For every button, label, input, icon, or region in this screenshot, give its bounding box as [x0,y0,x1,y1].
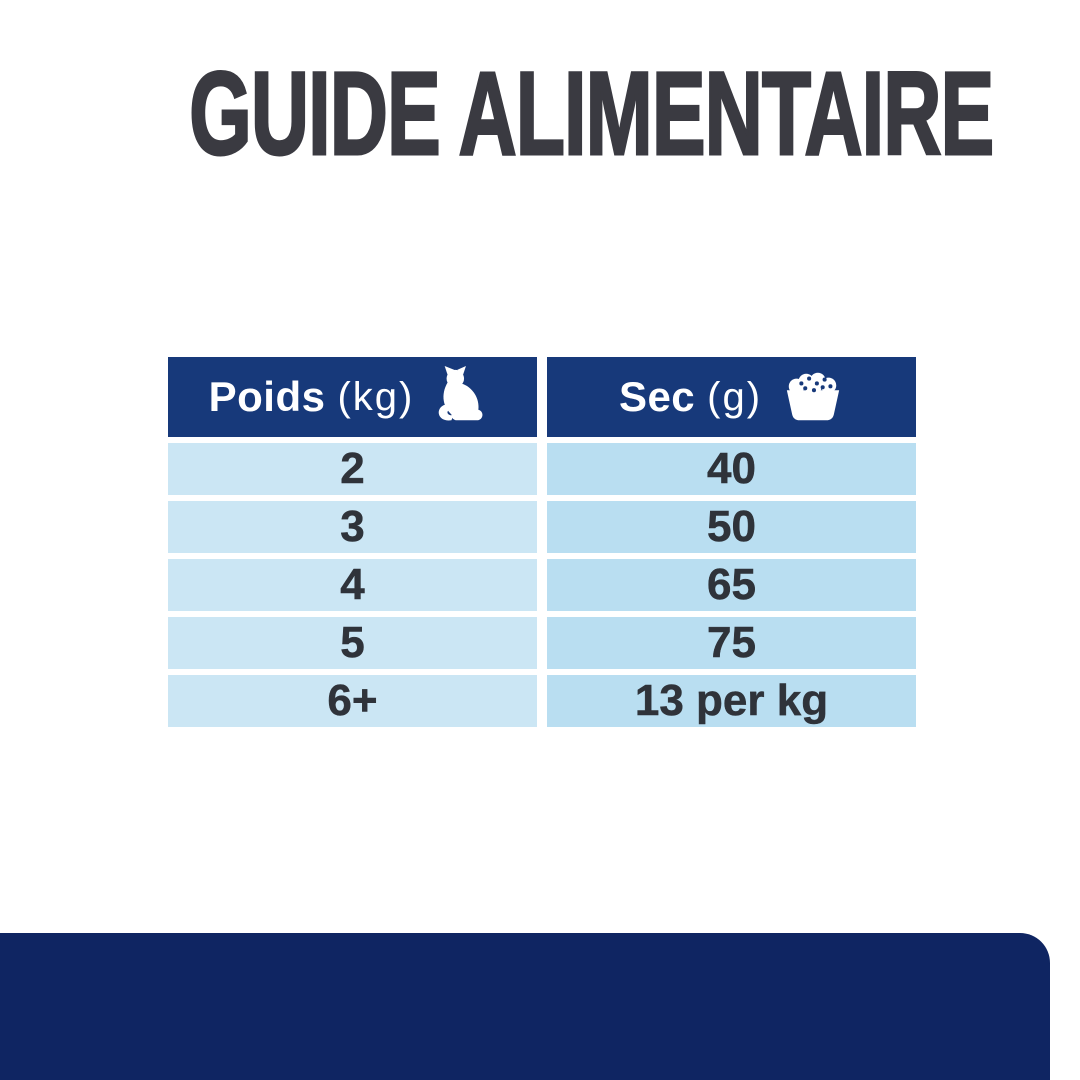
dry-cell: 13 per kg [547,675,916,727]
weight-header-unit: (kg) [337,374,415,419]
feeding-guide-table [168,357,916,727]
header-cell-dry [547,357,916,437]
page-title-text: GUIDE ALIMENTAIRE [189,48,994,180]
weight-cell: 5 [168,617,537,669]
dry-header-label: Sec [618,373,696,420]
dry-cell: 40 [547,443,916,495]
weight-cell: 2 [168,443,537,495]
table-row [168,675,916,727]
weight-cell: 3 [168,501,537,553]
cat-icon [434,366,496,428]
footer-brand-bar [0,933,1050,1080]
dry-cell: 50 [547,501,916,553]
header-cell-weight [168,357,537,437]
weight-cell: 6+ [168,675,537,727]
table-row [168,443,916,495]
food-bowl-icon [782,371,844,423]
weight-header-label: Poids [208,373,326,420]
table-header [168,357,916,437]
dry-cell: 65 [547,559,916,611]
page-title [0,48,1080,180]
table-row [168,559,916,611]
table-row [168,501,916,553]
dry-header-unit: (g) [707,374,763,419]
weight-cell: 4 [168,559,537,611]
table-row [168,617,916,669]
dry-cell: 75 [547,617,916,669]
